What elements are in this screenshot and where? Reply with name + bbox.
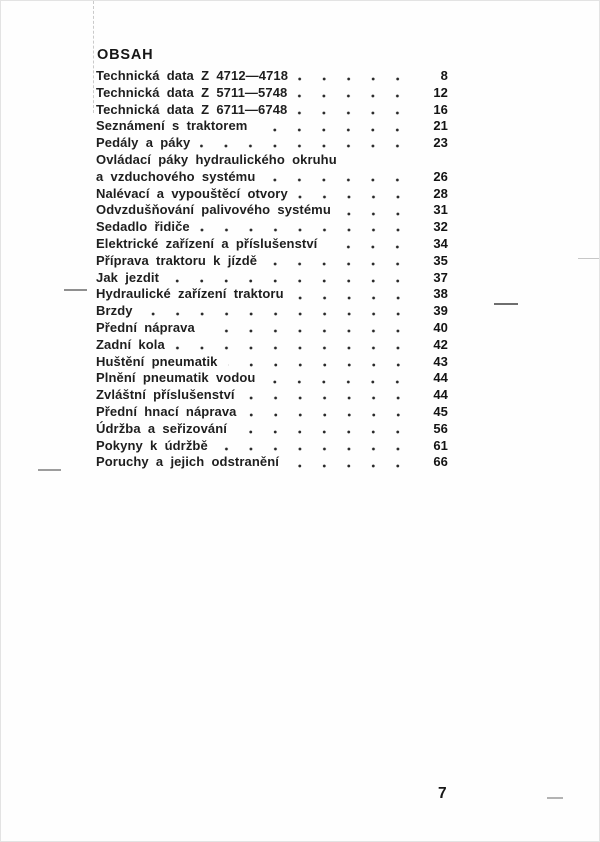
toc-entry-page: 28 xyxy=(433,185,448,201)
toc-entry-label: Elektrické zařízení a příslušenství xyxy=(96,235,318,251)
toc-entry-label: Sedadlo řidiče xyxy=(96,219,190,235)
dot-leader xyxy=(297,85,411,102)
page-title: OBSAH xyxy=(97,46,154,63)
toc-entry-page: 37 xyxy=(433,269,448,285)
toc-entry xyxy=(96,354,448,371)
toc-entry-label: Hydraulické zařízení traktoru xyxy=(96,286,284,302)
toc-entry xyxy=(96,320,448,337)
toc-entry-label: Technická data Z 6711—6748 xyxy=(96,101,288,117)
dot-leader xyxy=(237,421,411,438)
toc-entry-page: 61 xyxy=(433,437,448,453)
dot-leader xyxy=(298,186,411,203)
toc-entry-label: Technická data Z 4712—4718 xyxy=(96,68,289,83)
dot-leader xyxy=(265,370,411,387)
dot-leader xyxy=(298,68,411,85)
dot-leader xyxy=(267,253,411,270)
toc-entry xyxy=(96,135,448,152)
dot-leader xyxy=(289,454,411,471)
dot-leader xyxy=(205,320,411,337)
toc-entry-label: Huštění pneumatik xyxy=(96,353,218,369)
toc-entry-label: Technická data Z 5711—5748 xyxy=(96,84,288,100)
toc-entry-label: Pedály a páky xyxy=(96,135,191,151)
toc-entry-page: 56 xyxy=(433,420,448,436)
toc-entry-label: Plnění pneumatik vodou xyxy=(96,370,256,386)
toc-entry-page: 44 xyxy=(433,387,448,403)
dot-leader xyxy=(265,169,411,186)
dot-leader xyxy=(218,438,411,455)
toc-entry xyxy=(96,186,448,203)
dot-leader xyxy=(143,303,411,320)
dot-leader xyxy=(175,337,411,354)
dot-leader xyxy=(297,102,411,119)
toc-entry-page: 31 xyxy=(433,202,448,218)
toc-entry-page: 23 xyxy=(433,135,448,151)
edge-mark-right xyxy=(578,258,600,259)
toc-entry-label: Zvláštní příslušenství xyxy=(96,387,235,403)
margin-mark-left-upper xyxy=(64,289,87,291)
toc-entry-page: 12 xyxy=(433,84,448,100)
toc-entry xyxy=(96,152,448,169)
toc-entry xyxy=(96,370,448,387)
dot-leader xyxy=(245,387,411,404)
fold-mark-vertical xyxy=(93,1,94,113)
toc-entry-label: Zadní kola xyxy=(96,336,165,352)
toc-entry-label: Jak jezdit xyxy=(96,269,160,285)
toc-entry-label: Pokyny k údržbě xyxy=(96,437,208,453)
toc-entry xyxy=(96,421,448,438)
dot-leader xyxy=(169,270,411,287)
dot-leader xyxy=(247,404,412,421)
toc-entry xyxy=(96,118,448,135)
toc-entry-label: Ovládací páky hydraulického okruhu xyxy=(96,151,337,167)
dot-leader xyxy=(341,202,411,219)
toc-entry-label: a vzduchového systému xyxy=(96,168,256,184)
margin-mark-left-lower xyxy=(38,469,61,471)
toc-entry-page: 32 xyxy=(433,219,448,235)
toc-entry-page: 16 xyxy=(433,101,448,117)
toc-entry-label: Údržba a seřizování xyxy=(96,420,227,436)
toc-entry xyxy=(96,169,448,186)
toc-entry xyxy=(96,68,448,85)
page-number: 7 xyxy=(438,785,447,802)
toc-entry-page: 34 xyxy=(433,235,448,251)
toc-entry-label: Přední hnací náprava xyxy=(96,403,237,419)
toc-entry-page: 42 xyxy=(433,336,448,352)
toc-entry-page: 35 xyxy=(433,252,448,268)
toc-entry-page: 44 xyxy=(433,370,448,386)
dot-leader xyxy=(294,286,411,303)
toc-entry xyxy=(96,236,448,253)
dot-leader xyxy=(257,118,411,135)
toc-entry xyxy=(96,337,448,354)
toc-entry xyxy=(96,454,448,471)
toc-entry-label: Poruchy a jejich odstranění xyxy=(96,454,279,470)
margin-mark-right xyxy=(494,303,518,305)
toc-entry-label: Přední náprava xyxy=(96,319,195,335)
toc-entry-label: Nalévací a vypouštěcí otvory xyxy=(96,185,288,201)
dot-leader xyxy=(347,152,411,169)
toc-entry xyxy=(96,202,448,219)
dot-leader xyxy=(228,354,412,371)
toc-entry xyxy=(96,102,448,119)
toc-entry-page: 38 xyxy=(433,286,448,302)
toc-entry xyxy=(96,303,448,320)
dot-leader xyxy=(200,135,411,152)
toc-entry-page: 8 xyxy=(440,68,448,83)
toc-entry xyxy=(96,85,448,102)
toc-entry-page: 40 xyxy=(433,319,448,335)
toc-entry-label: Odvzdušňování palivového systému xyxy=(96,202,331,218)
toc-entry xyxy=(96,253,448,270)
toc-entry-page: 39 xyxy=(433,303,448,319)
toc-entry xyxy=(96,387,448,404)
toc-entry-page: 66 xyxy=(433,454,448,470)
toc-entry-page: 43 xyxy=(433,353,448,369)
toc-entry-label: Příprava traktoru k jízdě xyxy=(96,252,258,268)
toc-entry xyxy=(96,286,448,303)
table-of-contents xyxy=(96,68,448,471)
toc-entry-label: Seznámení s traktorem xyxy=(96,118,248,134)
toc-entry xyxy=(96,404,448,421)
margin-mark-bottom-right xyxy=(547,797,563,799)
toc-entry-page: 21 xyxy=(433,118,448,134)
dot-leader xyxy=(200,219,411,236)
toc-entry xyxy=(96,219,448,236)
toc-entry-page: 26 xyxy=(433,168,448,184)
toc-entry xyxy=(96,438,448,455)
toc-entry xyxy=(96,270,448,287)
dot-leader xyxy=(327,236,411,253)
toc-entry-page: 45 xyxy=(433,403,448,419)
toc-entry-label: Brzdy xyxy=(96,303,133,319)
